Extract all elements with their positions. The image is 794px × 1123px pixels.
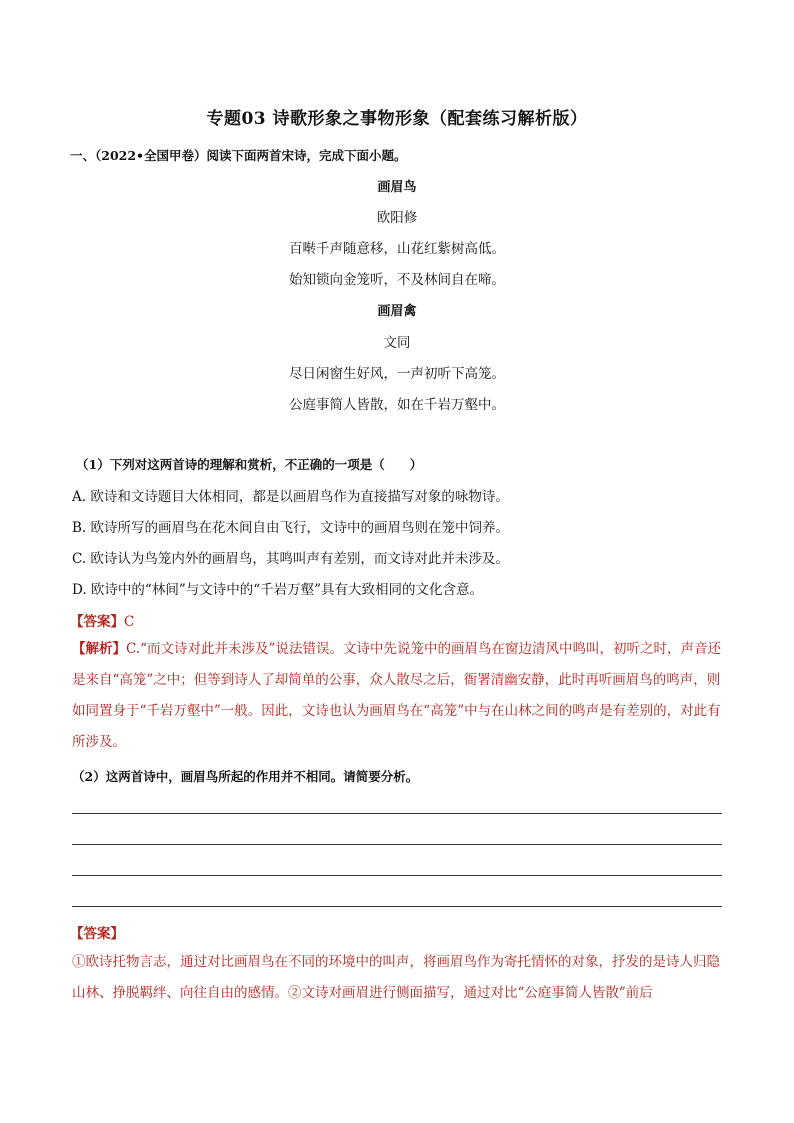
poem1-author: 欧阳修 xyxy=(376,210,418,226)
analysis-paragraph xyxy=(72,634,722,758)
sub-question-1: （1）下列对这两首诗的理解和赏析，不正确的一项是（ ） xyxy=(76,457,423,472)
poem1-line: 百啭千声随意移，山花红紫树高低。 xyxy=(289,241,505,257)
poem2-author: 文同 xyxy=(383,335,411,351)
answer-2-label: 【答案】 xyxy=(70,926,124,942)
answer-line xyxy=(72,844,722,845)
sub-question-2: （2）这两首诗中，画眉鸟所起的作用并不相同。请简要分析。 xyxy=(72,769,419,784)
option-d: D. 欧诗中的“林间”与文诗中的“千岩万壑”具有大致相同的文化含意。 xyxy=(72,582,484,598)
answer-2-paragraph: ①欧诗托物言志，通过对比画眉鸟在不同的环境中的叫声，将画眉鸟作为寄托情怀的对象，抒发的是诗人归隐山林、挣脱羁绊、向往自由的感情。②文诗对画眉进行侧面描写，通过对比“公庭事简人皆散”前后 xyxy=(72,954,720,1001)
option-b: B. 欧诗所写的画眉鸟在花木间自由飞行，文诗中的画眉鸟则在笼中饲养。 xyxy=(72,520,510,536)
poem1-title: 画眉鸟 xyxy=(377,180,417,195)
poem2-title: 画眉禽 xyxy=(377,304,417,319)
answer-1 xyxy=(70,610,134,630)
poem1-line: 始知锁向金笼听，不及林间自在啼。 xyxy=(289,272,505,288)
option-c: C. 欧诗认为鸟笼内外的画眉鸟，其鸣叫声有差别，而文诗对此并未涉及。 xyxy=(72,551,509,567)
analysis-label: 【解析】 xyxy=(72,641,126,657)
page-title: 专题03 诗歌形象之事物形象（配套练习解析版） xyxy=(206,109,588,129)
answer-line xyxy=(72,875,722,876)
answer-label: 【答案】 xyxy=(70,614,124,630)
answer-line xyxy=(72,906,722,907)
poem2-line: 尽日闲窗生好风，一声初听下高笼。 xyxy=(289,366,505,382)
answer-line xyxy=(72,813,722,814)
option-a: A. 欧诗和文诗题目大体相同，都是以画眉鸟作为直接描写对象的咏物诗。 xyxy=(72,489,509,505)
answer-value: C xyxy=(124,614,135,630)
analysis-text: C.“而文诗对此并未涉及”说法错误。文诗中先说笼中的画眉鸟在窗边清风中鸣叫，初听之时，声音还是来自“高笼”之中；但等到诗人了却简单的公事，众人散尽之后，衙署清幽安静，此时再听画眉鸟的鸣声，则如同置身于“千岩万壑中”一般。因此，文诗也认为画眉鸟在“高笼”中与在山林之间的鸣声是有差别的，对此有所涉及。 xyxy=(72,641,721,750)
poem2-line: 公庭事简人皆散，如在千岩万壑中。 xyxy=(289,397,505,413)
question-intro: 一、（2022•全国甲卷）阅读下面两首宋诗，完成下面小题。 xyxy=(70,148,407,163)
